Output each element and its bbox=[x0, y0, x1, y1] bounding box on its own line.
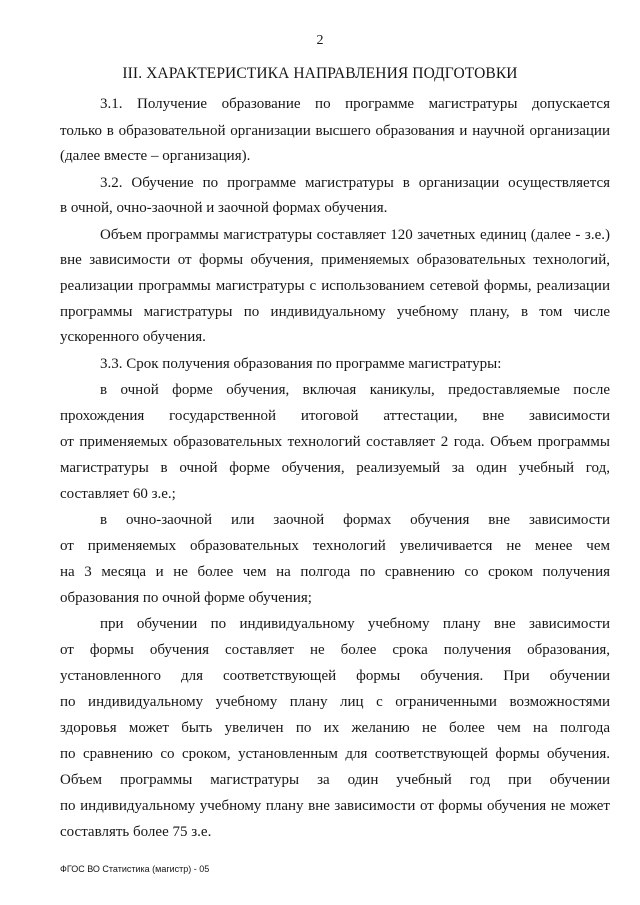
paragraph-full-time-line-5: составляет 60 з.е.; bbox=[60, 486, 176, 502]
paragraph-individual-line-6: по сравнению со сроком, установленным для соответствующей формы обучения. bbox=[60, 746, 610, 762]
paragraph-part-time-line-4: образования по очной форме обучения; bbox=[60, 590, 312, 606]
paragraph-volume-line-3: реализации программы магистратуры с использованием сетевой формы, реализации bbox=[60, 278, 610, 294]
paragraph-3-1-line-1: 3.1. Получение образование по программе магистратуры допускается bbox=[100, 96, 610, 112]
paragraph-individual-line-4: по индивидуальному учебному плану лиц с ограниченными возможностями bbox=[60, 694, 610, 710]
paragraph-individual-line-7: Объем программы магистратуры за один учебный год при обучении bbox=[60, 772, 610, 788]
paragraph-part-time-line-1: в очно-заочной или заочной формах обучения вне зависимости bbox=[100, 512, 610, 528]
paragraph-3-1-line-2: только в образовательной организации высшего образования и научной организации bbox=[60, 123, 610, 139]
paragraph-3-3-line-1: 3.3. Срок получения образования по программе магистратуры: bbox=[100, 356, 502, 372]
paragraph-full-time-line-3: от применяемых образовательных технологий составляет 2 года. Объем программы bbox=[60, 434, 610, 450]
paragraph-full-time-line-1: в очной форме обучения, включая каникулы, предоставляемые после bbox=[100, 382, 610, 398]
paragraph-3-1-line-3: (далее вместе – организация). bbox=[60, 148, 251, 164]
paragraph-individual-line-1: при обучении по индивидуальному учебному плану вне зависимости bbox=[100, 616, 610, 632]
paragraph-volume-line-4: программы магистратуры по индивидуальному учебному плану, в том числе bbox=[60, 304, 610, 320]
paragraph-3-2-line-2: в очной, очно-заочной и заочной формах обучения. bbox=[60, 200, 388, 216]
document-footer: ФГОС ВО Статистика (магистр) - 05 bbox=[60, 864, 210, 874]
page-number: 2 bbox=[316, 33, 324, 48]
paragraph-volume-line-2: вне зависимости от формы обучения, применяемых образовательных технологий, bbox=[60, 252, 610, 268]
paragraph-individual-line-9: составлять более 75 з.е. bbox=[60, 824, 212, 840]
paragraph-individual-line-8: по индивидуальному учебному плану вне зависимости от формы обучения не может bbox=[60, 798, 610, 814]
paragraph-3-2-line-1: 3.2. Обучение по программе магистратуры в организации осуществляется bbox=[100, 175, 610, 191]
paragraph-individual-line-3: установленного для соответствующей формы обучения. При обучении bbox=[60, 668, 610, 684]
paragraph-individual-line-5: здоровья может быть увеличен по их желанию не более чем на полгода bbox=[60, 720, 610, 736]
paragraph-volume-line-1: Объем программы магистратуры составляет 120 зачетных единиц (далее - з.е.) bbox=[100, 227, 610, 243]
paragraph-full-time-line-2: прохождения государственной итоговой аттестации, вне зависимости bbox=[60, 408, 610, 424]
paragraph-volume-line-5: ускоренного обучения. bbox=[60, 329, 206, 345]
paragraph-part-time-line-3: на 3 месяца и не более чем на полгода по сравнению со сроком получения bbox=[60, 564, 610, 580]
paragraph-full-time-line-4: магистратуры в очной форме обучения, реализуемый за один учебный год, bbox=[60, 460, 610, 476]
section-title: III. ХАРАКТЕРИСТИКА НАПРАВЛЕНИЯ ПОДГОТОВКИ bbox=[122, 65, 518, 82]
paragraph-individual-line-2: от формы обучения составляет не более срока получения образования, bbox=[60, 642, 610, 658]
paragraph-part-time-line-2: от применяемых образовательных технологий увеличивается не менее чем bbox=[60, 538, 610, 554]
